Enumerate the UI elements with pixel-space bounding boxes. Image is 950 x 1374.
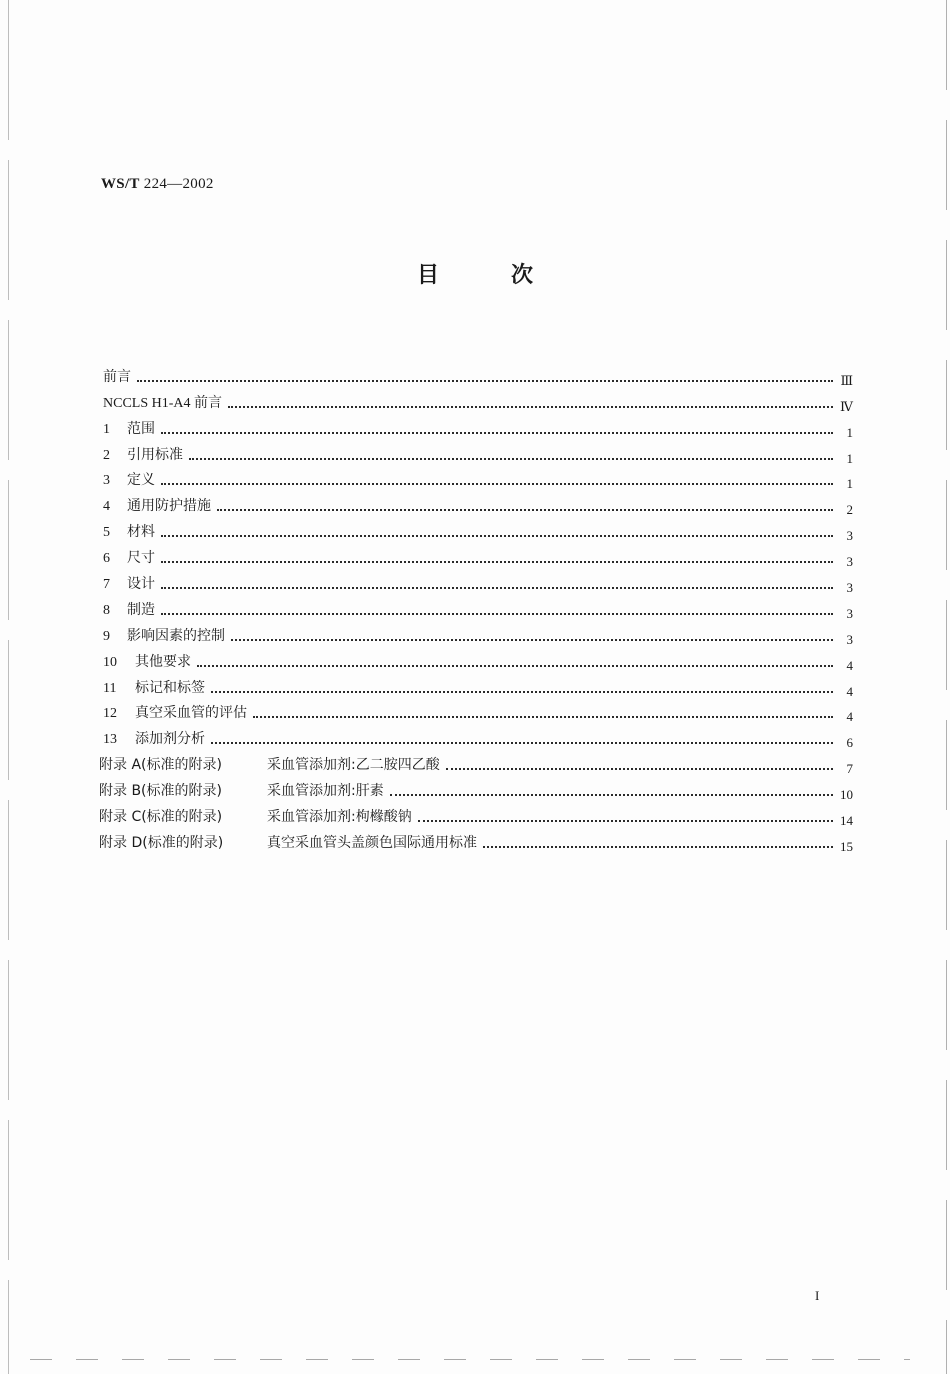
toc-leader-dots xyxy=(137,380,833,382)
toc-entry-number: 5 xyxy=(103,525,110,541)
toc-appendix-a[interactable] xyxy=(99,748,853,777)
toc-entry-8[interactable] xyxy=(103,593,853,619)
toc-entry-label: 其他要求 xyxy=(135,653,191,670)
toc-entry-nccls-foreword[interactable] xyxy=(103,386,853,412)
toc-leader-dots xyxy=(161,432,833,434)
toc-entry-page: 4 xyxy=(846,657,853,673)
appendix-label: 采血管添加剂:枸橼酸钠 xyxy=(267,809,412,826)
toc-entry-label: 标记和标签 xyxy=(135,679,205,696)
toc-entry-1[interactable] xyxy=(103,412,853,438)
toc-entry-10[interactable] xyxy=(103,645,853,671)
toc-entry-page: 3 xyxy=(846,528,853,544)
toc-entry-11[interactable] xyxy=(103,671,853,697)
toc-leader-dots xyxy=(231,639,833,641)
toc-entry-label: 定义 xyxy=(127,472,155,489)
toc-entry-label: 影响因素的控制 xyxy=(127,627,225,644)
toc-entry-label: 前言 xyxy=(103,368,131,385)
toc-entry-label: NCCLS H1-A4 前言 xyxy=(103,395,223,411)
toc-entry-page: 1 xyxy=(846,424,853,440)
page-title-char-1: 目 xyxy=(416,263,439,288)
toc-entry-page: 6 xyxy=(846,735,853,751)
toc-entry-number: 8 xyxy=(103,602,110,618)
table-of-contents xyxy=(99,360,853,854)
appendix-label: 采血管添加剂:肝素 xyxy=(267,783,384,800)
toc-entry-page: 3 xyxy=(846,605,853,621)
toc-leader-dots xyxy=(390,794,833,796)
appendix-prefix: 附录 A(标准的附录) xyxy=(99,757,222,774)
toc-entry-label: 通用防护措施 xyxy=(127,498,211,515)
toc-appendix-d[interactable] xyxy=(99,826,853,852)
toc-entry-page: 2 xyxy=(846,502,853,518)
scan-edge-right xyxy=(946,0,947,1374)
toc-entry-9[interactable] xyxy=(103,619,853,645)
toc-entry-label: 材料 xyxy=(127,524,155,541)
appendix-label: 采血管添加剂:乙二胺四乙酸 xyxy=(267,757,440,774)
toc-entry-page: 3 xyxy=(846,580,853,596)
toc-leader-dots xyxy=(161,483,833,485)
toc-entry-page: Ⅳ xyxy=(840,398,853,414)
toc-entry-label: 制造 xyxy=(127,601,155,618)
toc-entry-12[interactable] xyxy=(103,697,853,723)
toc-entry-2[interactable] xyxy=(103,438,853,464)
toc-entry-label: 引用标准 xyxy=(127,446,183,463)
toc-entry-label: 尺寸 xyxy=(127,550,155,567)
scan-edge-left xyxy=(8,0,9,1374)
toc-entry-label: 真空采血管的评估 xyxy=(135,705,247,722)
toc-entry-4[interactable] xyxy=(103,489,853,518)
toc-leader-dots xyxy=(189,458,833,460)
appendix-page: 7 xyxy=(846,761,853,777)
appendix-prefix: 附录 C(标准的附录) xyxy=(99,809,223,826)
toc-entry-number: 3 xyxy=(103,473,110,489)
toc-entry-page: Ⅲ xyxy=(840,372,853,388)
toc-entry-label: 添加剂分析 xyxy=(135,731,205,748)
toc-leader-dots xyxy=(161,561,833,563)
toc-entry-number: 12 xyxy=(103,706,117,722)
toc-entry-label: 设计 xyxy=(127,576,155,593)
toc-leader-dots xyxy=(483,846,833,848)
toc-leader-dots xyxy=(161,587,833,589)
toc-entry-6[interactable] xyxy=(103,541,853,570)
appendix-page: 15 xyxy=(840,838,853,854)
toc-entry-13[interactable] xyxy=(103,722,853,751)
toc-entry-page: 1 xyxy=(846,450,853,466)
toc-entry-number: 9 xyxy=(103,628,110,644)
toc-appendix-c[interactable] xyxy=(99,800,853,829)
toc-entry-page: 3 xyxy=(846,631,853,647)
appendix-page: 10 xyxy=(840,787,853,803)
toc-entry-number: 11 xyxy=(103,680,117,696)
toc-entry-number: 2 xyxy=(103,447,110,463)
standard-code xyxy=(101,176,214,193)
toc-entry-number: 10 xyxy=(103,654,117,670)
scan-edge-bottom xyxy=(30,1359,910,1360)
toc-leader-dots xyxy=(211,691,833,693)
toc-leader-dots xyxy=(228,406,833,408)
toc-entry-number: 1 xyxy=(103,421,110,437)
standard-code-prefix: WS/T xyxy=(101,176,140,192)
appendix-prefix: 附录 B(标准的附录) xyxy=(99,783,222,800)
toc-entry-number: 6 xyxy=(103,551,110,567)
standard-code-number: 224—2002 xyxy=(143,176,214,192)
toc-leader-dots xyxy=(418,820,833,822)
toc-leader-dots xyxy=(161,613,833,615)
toc-leader-dots xyxy=(253,716,833,718)
toc-leader-dots xyxy=(211,742,833,744)
toc-entry-page: 3 xyxy=(846,554,853,570)
page-title xyxy=(0,258,950,289)
appendix-page: 14 xyxy=(840,813,853,829)
appendix-label: 真空采血管头盖颜色国际通用标准 xyxy=(267,834,477,851)
toc-leader-dots xyxy=(446,768,833,770)
toc-entry-page: 1 xyxy=(846,476,853,492)
toc-entry-number: 13 xyxy=(103,732,117,748)
toc-leader-dots xyxy=(161,535,833,537)
toc-entry-number: 4 xyxy=(103,499,110,515)
toc-entry-3[interactable] xyxy=(103,464,853,490)
toc-appendix-b[interactable] xyxy=(99,774,853,803)
toc-entry-page: 4 xyxy=(846,683,853,699)
page-title-char-2: 次 xyxy=(511,263,534,288)
appendix-prefix: 附录 D(标准的附录) xyxy=(99,834,224,851)
toc-entry-number: 7 xyxy=(103,577,110,593)
toc-entry-7[interactable] xyxy=(103,567,853,596)
toc-entry-label: 范围 xyxy=(127,420,155,437)
toc-leader-dots xyxy=(217,509,833,511)
toc-entry-foreword[interactable] xyxy=(103,360,853,386)
toc-leader-dots xyxy=(197,665,833,667)
page-number: I xyxy=(815,1288,820,1303)
toc-entry-page: 4 xyxy=(846,709,853,725)
toc-entry-5[interactable] xyxy=(103,515,853,544)
